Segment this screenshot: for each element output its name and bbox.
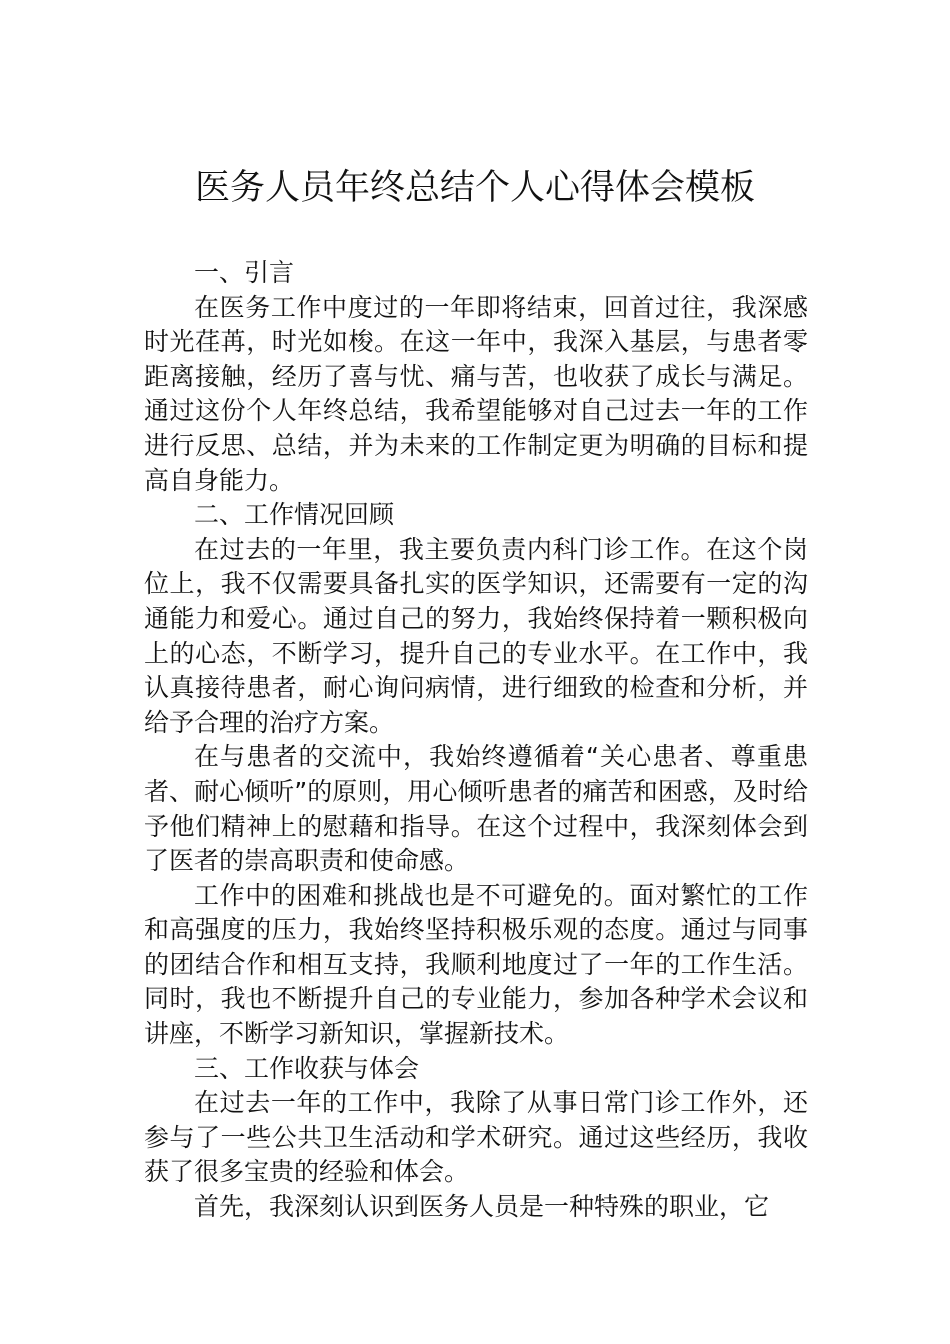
section-heading-gains: 三、工作收获与体会 (194, 1053, 420, 1083)
section-heading-intro: 一、引言 (194, 258, 295, 287)
paragraph-intro: 在医务工作中度过的一年即将结束，回首过往，我深感时光荏苒，时光如梭。在这一年中，我深入基层，与患者零距离接触，经历了喜与忧、痛与苦，也收获了成长与满足。通过这份个人年终总结，我希望能够对自己过去一年的工作进行反思、总结，并为未来的工作制定更为明确的目标和提高自身能力。 (144, 292, 808, 495)
document-title: 医务人员年终总结个人心得体会模板 (194, 168, 755, 208)
paragraph-gains-2: 首先，我深刻认识到医务人员是一种特殊的职业，它 (194, 1192, 770, 1222)
document-body (144, 256, 808, 1225)
paragraph-gains-1: 在过去一年的工作中，我除了从事日常门诊工作外，还参与了一些公共卫生活动和学术研究。通过这些经历，我收获了很多宝贵的经验和体会。 (144, 1088, 808, 1187)
paragraph-review-2: 在与患者的交流中，我始终遵循着“关心患者、尊重患者、耐心倾听”的原则，用心倾听患者的痛苦和困惑，及时给予他们精神上的慰藉和指导。在这个过程中，我深刻体会到了医者的崇高职责和使命感。 (144, 742, 808, 876)
paragraph-review-1: 在过去的一年里，我主要负责内科门诊工作。在这个岗位上，我不仅需要具备扎实的医学知识，还需要有一定的沟通能力和爱心。通过自己的努力，我始终保持着一颗积极向上的心态，不断学习，提升自己的专业水平。在工作中，我认真接待患者，耐心询问病情，进行细致的检查和分析，并给予合理的治疗方案。 (144, 534, 808, 737)
section-heading-review: 二、工作情况回顾 (194, 500, 395, 530)
paragraph-review-3: 工作中的困难和挑战也是不可避免的。面对繁忙的工作和高强度的压力，我始终坚持积极乐观的态度。通过与同事的团结合作和相互支持，我顺利地度过了一年的工作生活。同时，我也不断提升自己的专业能力，参加各种学术会议和讲座，不断学习新知识，掌握新技术。 (144, 880, 808, 1049)
